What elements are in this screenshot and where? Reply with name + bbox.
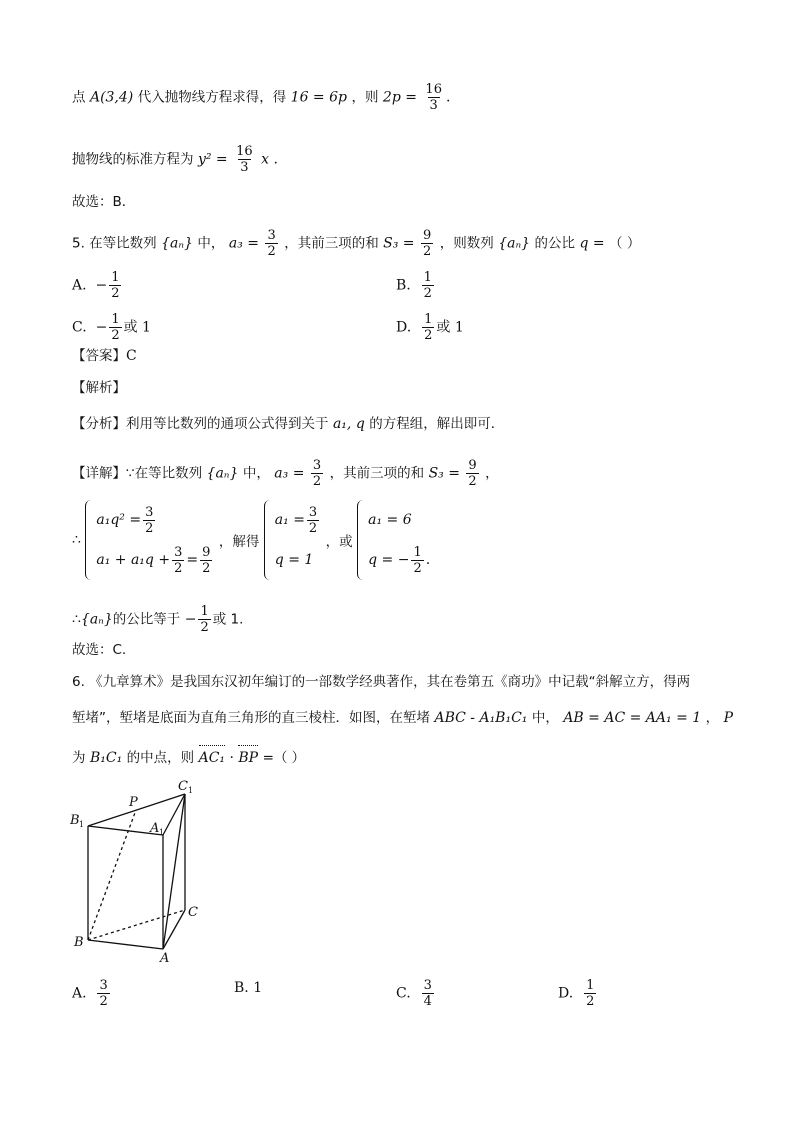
label-p: P bbox=[129, 795, 138, 810]
q5-analysis-tag: 【解析】 bbox=[72, 380, 126, 396]
q5-stem: 5. 在等比数列 {aₙ} 中， a₃ = $\frac{3}{2}$ ，其前三项的和 S₃ = $\frac{9}{2}$ ，则数列 {aₙ} 的公比 q = （ ） bbox=[72, 228, 641, 259]
svg-text:1: 1 bbox=[159, 828, 165, 837]
prev-line-3: 故选：B． bbox=[72, 194, 136, 210]
q6-line-1: 6. 《九章算术》是我国东汉初年编订的一部数学经典著作，其在卷第五《商功》中记载“斜解立方，得两 bbox=[72, 674, 691, 690]
fraction: $\frac{9}{2}$ bbox=[423, 228, 432, 259]
prev-line-1: 点 A(3,4) 代入抛物线方程求得，得 16 = 6p ，则 2p = $\frac{16}{3}$ . bbox=[72, 82, 451, 113]
q5-option-d[interactable]: D. $\frac{1}{2}$ 或 1 bbox=[396, 312, 464, 343]
fraction: $\frac{16}{3}$ bbox=[236, 144, 253, 175]
system-brace: a₁q² = $\frac{3}{2}$ a₁ + a₁q + $\frac{3}{2}$ = $\frac{9}{2}$ bbox=[85, 500, 214, 580]
prism-figure bbox=[66, 776, 216, 966]
q6-line-2: 堑堵”，堑堵是底面为直角三角形的直三棱柱．如图，在堑堵 ABC - A₁B₁C₁ 中， AB = AC = AA₁ = 1 ， P bbox=[72, 710, 733, 726]
vector-bp: BP bbox=[238, 750, 259, 766]
label-b1: B bbox=[70, 813, 80, 828]
q5-equation-system: ∴ a₁q² = $\frac{3}{2}$ a₁ + a₁q + $\frac{3}{2}$ = $\frac{9}{2}$ ，解得 a₁ = $\frac{3}{2}$ q = 1 ，或 a₁ = 6 q = − $\frac{1}{2}$ . bbox=[72, 500, 430, 580]
svg-text:1: 1 bbox=[188, 786, 194, 795]
fraction: $\frac{3}{2}$ bbox=[267, 228, 276, 259]
q5-choose: 故选：C. bbox=[72, 642, 127, 658]
q6-option-b[interactable]: B. 1 bbox=[234, 980, 263, 996]
vector-ac1: AC₁ bbox=[198, 750, 226, 766]
q6-option-a[interactable]: A. $\frac{3}{2}$ bbox=[72, 978, 108, 1009]
svg-text:1: 1 bbox=[79, 820, 85, 829]
q6-option-d[interactable]: D. $\frac{1}{2}$ bbox=[558, 978, 595, 1009]
q5-detail: 【详解】∵在等比数列 {aₙ} 中， a₃ = $\frac{3}{2}$ ，其前三项的和 S₃ = $\frac{9}{2}$ ， bbox=[72, 458, 499, 489]
q5-conclusion: ∴{aₙ}的公比等于 − $\frac{1}{2}$ 或 1. bbox=[72, 604, 244, 635]
q5-option-b[interactable]: B. $\frac{1}{2}$ bbox=[396, 270, 432, 301]
fraction: $\frac{16}{3}$ bbox=[425, 82, 442, 113]
segment-ac1 bbox=[163, 794, 185, 949]
solution-brace-2: a₁ = 6 q = − $\frac{1}{2}$ . bbox=[357, 500, 430, 580]
label-a1: A bbox=[150, 821, 160, 836]
label-a: A bbox=[160, 951, 170, 966]
label-c: C bbox=[188, 905, 198, 920]
label-c1: C bbox=[178, 779, 188, 794]
prev-line-2: 抛物线的标准方程为 y² = $\frac{16}{3}$ x . bbox=[72, 144, 278, 175]
q5-option-a[interactable]: A. − $\frac{1}{2}$ bbox=[72, 270, 120, 301]
edge-ba bbox=[88, 940, 163, 949]
solution-brace-1: a₁ = $\frac{3}{2}$ q = 1 bbox=[264, 500, 321, 580]
q6-line-3: 为 B₁C₁ 的中点，则 AC₁ · BP =（ ） bbox=[72, 750, 306, 766]
label-b: B bbox=[74, 935, 84, 950]
q5-answer: 【答案】C bbox=[72, 348, 137, 364]
q5-option-c[interactable]: C. − $\frac{1}{2}$ 或 1 bbox=[72, 312, 151, 343]
q6-option-c[interactable]: C. $\frac{3}{4}$ bbox=[396, 978, 432, 1009]
q5-fenxi: 【分析】利用等比数列的通项公式得到关于 a₁, q 的方程组，解出即可． bbox=[72, 416, 505, 432]
